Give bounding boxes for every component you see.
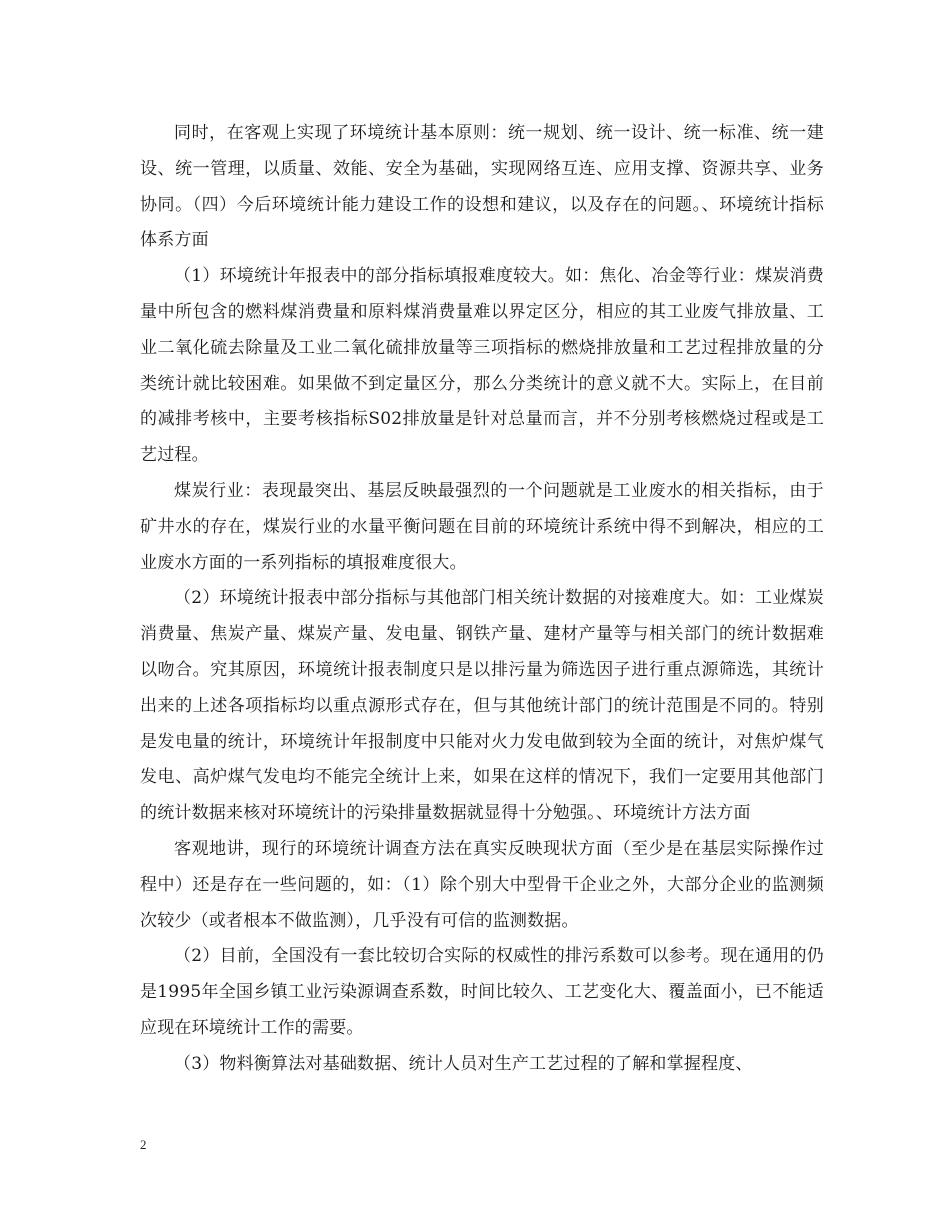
paragraph-5: 客观地讲，现行的环境统计调查方法在真实反映现状方面（至少是在基层实际操作过程中）还是存在一些问题的，如：（1）除个别大中型骨干企业之外，大部分企业的监测频次较少（或者根本不做监测），几乎没有可信的监测数据。 — [140, 838, 824, 931]
page-number: 2 — [140, 1137, 147, 1152]
paragraph-7: （3）物料衡算法对基础数据、统计人员对生产工艺过程的了解和掌握程度、 — [174, 1053, 753, 1074]
paragraph-4: （2）环境统计报表中部分指标与其他部门相关统计数据的对接难度大。如：工业煤炭消费量、焦炭产量、煤炭产量、发电量、钢铁产量、建材产量等与相关部门的统计数据难以吻合。究其原因，环境统计报表制度只是以排污量为筛选因子进行重点源筛选，其统计出来的上述各项指标均以重点源形式存在，但与其他统计部门的统计范围是不同的。特别是发电量的统计，环境统计年报制度中只能对火力发电做到较为全面的统计，对焦炉煤气发电、高炉煤气发电均不能完全统计上来，如果在这样的情况下，我们一定要用其他部门的统计数据来核对环境统计的污染排量数据就显得十分勉强。、环境统计方法方面 — [140, 588, 824, 824]
paragraph-2: （1）环境统计年报表中的部分指标填报难度较大。如：焦化、冶金等行业：煤炭消费量中所包含的燃料煤消费量和原料煤消费量难以界定区分，相应的其工业废气排放量、工业二氧化硫去除量及工业二氧化硫排放量等三项指标的燃烧排放量和工艺过程排放量的分类统计就比较困难。如果做不到定量区分，那么分类统计的意义就不大。实际上，在目前的减排考核中，主要考核指标S02排放量是针对总量而言，并不分别考核燃烧过程或是工艺过程。 — [140, 266, 824, 466]
paragraph-6: （2）目前，全国没有一套比较切合实际的权威性的排污系数可以参考。现在通用的仍是1995年全国乡镇工业污染源调查系数，时间比较久、工艺变化大、覆盖面小，已不能适应现在环境统计工作的需要。 — [140, 946, 824, 1038]
paragraph-1: 同时，在客观上实现了环境统计基本原则：统一规划、统一设计、统一标准、统一建设、统一管理，以质量、效能、安全为基础，实现网络互连、应用支撑、资源共享、业务协同。（四）今后环境统计能力建设工作的设想和建议，以及存在的问题。、环境统计指标体系方面 — [140, 123, 824, 251]
paragraph-3: 煤炭行业：表现最突出、基层反映最强烈的一个问题就是工业废水的相关指标，由于矿井水的存在，煤炭行业的水量平衡问题在目前的环境统计系统中得不到解决，相应的工业废水方面的一系列指标的填报难度很大。 — [140, 480, 824, 573]
document-body — [140, 116, 824, 1083]
